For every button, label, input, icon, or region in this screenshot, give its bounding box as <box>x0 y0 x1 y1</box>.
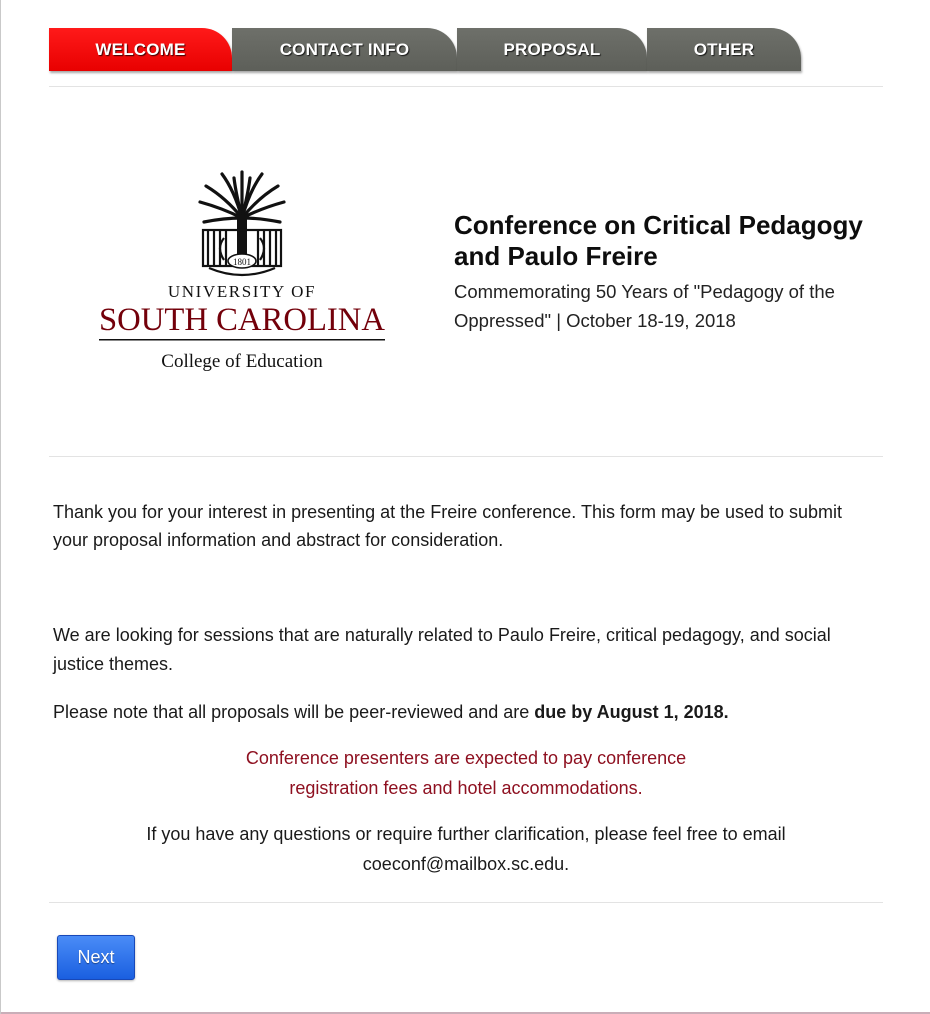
questions-text <box>53 819 879 879</box>
logo-line-university: UNIVERSITY OF <box>167 282 317 301</box>
logo-line-college: College of Education <box>161 351 323 372</box>
conference-title: Conference on Critical Pedagogy and Paulo Freire <box>454 210 863 271</box>
fees-line-1: Conference presenters are expected to pay conference <box>245 748 687 768</box>
tab-contact-info[interactable]: CONTACT INFO <box>232 28 457 71</box>
fees-line-2: registration fees and hotel accommodations. <box>289 778 643 798</box>
due-date: due by August 1, 2018. <box>534 702 729 722</box>
divider <box>49 902 883 903</box>
due-date-text <box>53 698 863 726</box>
logo-line-south-carolina: SOUTH CAROLINA <box>99 302 386 338</box>
tab-other[interactable]: OTHER <box>647 28 801 71</box>
intro-text: Thank you for your interest in presenting at the Freire conference. This form may be used to submit your proposal information and abstract for consideration. <box>53 502 843 550</box>
logo-founded-year: 1801 <box>233 257 251 267</box>
tab-welcome[interactable]: WELCOME <box>49 28 232 71</box>
fees-notice <box>53 743 879 803</box>
questions-line-1: If you have any questions or require further clarification, please feel free to email <box>146 824 786 844</box>
due-prefix: Please note that all proposals will be peer-reviewed and are <box>53 702 535 722</box>
conference-subtitle: Commemorating 50 Years of "Pedagogy of the Oppressed" | October 18-19, 2018 <box>454 281 835 331</box>
divider <box>49 456 883 457</box>
tab-proposal[interactable]: PROPOSAL <box>457 28 647 71</box>
divider <box>49 86 883 87</box>
palmetto-tree-icon <box>200 172 284 275</box>
university-logo <box>96 168 388 374</box>
contact-email: coeconf@mailbox.sc.edu. <box>362 854 570 874</box>
next-button[interactable]: Next <box>57 935 135 980</box>
logo-rule <box>99 339 385 341</box>
sessions-text: We are looking for sessions that are naturally related to Paulo Freire, critical pedagogy, and social justice themes. <box>53 625 831 674</box>
